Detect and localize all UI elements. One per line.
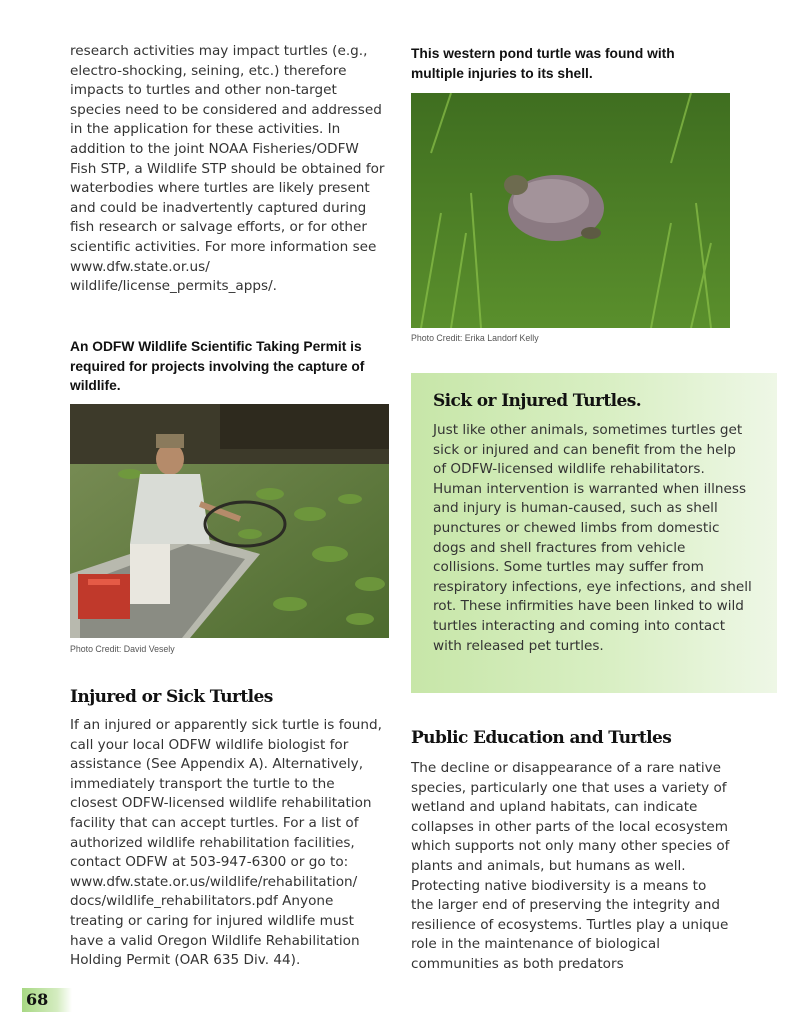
sick-turtles-sidebar xyxy=(411,373,777,693)
injured-heading: Injured or Sick Turtles xyxy=(70,687,273,707)
page-number: 68 xyxy=(26,990,49,1009)
permit-caption: An ODFW Wildlife Scientific Taking Permit is required for projects involving the capture of wildlife. xyxy=(70,339,365,393)
canoe-photo-credit: Photo Credit: David Vesely xyxy=(70,644,175,654)
turtle-caption: This western pond turtle was found with multiple injuries to its shell. xyxy=(411,46,675,81)
injured-paragraph: If an injured or apparently sick turtle is found, call your local ODFW wildlife biologist for assistance (See Appendix A). Alternatively, immediately transport the turtle to the closest ODFW-licensed wildlife rehabilitation facility that can accept turtles. For a list of authorized wildlife rehabilitation facilities, contact ODFW at 503-947-6300 or go to: www.dfw.state.or.us/wildlife/rehabilitation/ docs/wildlife_rehabilitators.pdf Anyone treating or caring for injured wildlife must have a valid Oregon Wildlife Rehabilitation Holding Permit (OAR 635 Div. 44). xyxy=(70,717,382,969)
canoe-photo xyxy=(70,404,389,638)
education-heading: Public Education and Turtles xyxy=(411,728,672,748)
education-paragraph: The decline or disappearance of a rare native species, particularly one that uses a variety of wetland and upland habitats, can indicate collapses in other parts of the local ecosystem which supports not only many other species of plants and animals, but humans as well. Protecting native biodiversity is a means to the larger end of preserving the integrity and resilience of ecosystems. Turtles play a unique role in the maintenance of biological communities as both predators xyxy=(411,760,730,972)
sidebar-paragraph: Just like other animals, sometimes turtles get sick or injured and can benefit from the help of ODFW-licensed wildlife rehabilitators. Human intervention is warranted when illness and injury is human-caused, such as shell punctures or chewed limbs from domestic dogs and shell fractures from vehicle collisions. Some turtles may suffer from respiratory infections, eye infections, and shell rot. These infirmities have been linked to wild turtles interacting and coming into contact with released pet turtles. xyxy=(433,422,752,654)
intro-paragraph: research activities may impact turtles (e.g., electro-shocking, seining, etc.) therefore impacts to turtles and other non-target species need to be considered and addressed in the application for these activities. In addition to the joint NOAA Fisheries/ODFW Fish STP, a Wildlife STP should be obtained for waterbodies where turtles are likely present and could be inadvertently captured during fish research or salvage efforts, or for other scientific activities. For more information see www.dfw.state.or.us/ wildlife/license_permits_apps/. xyxy=(70,43,385,295)
sidebar-heading: Sick or Injured Turtles. xyxy=(433,391,642,411)
turtle-photo-credit: Photo Credit: Erika Landorf Kelly xyxy=(411,333,539,343)
turtle-photo xyxy=(411,93,730,328)
